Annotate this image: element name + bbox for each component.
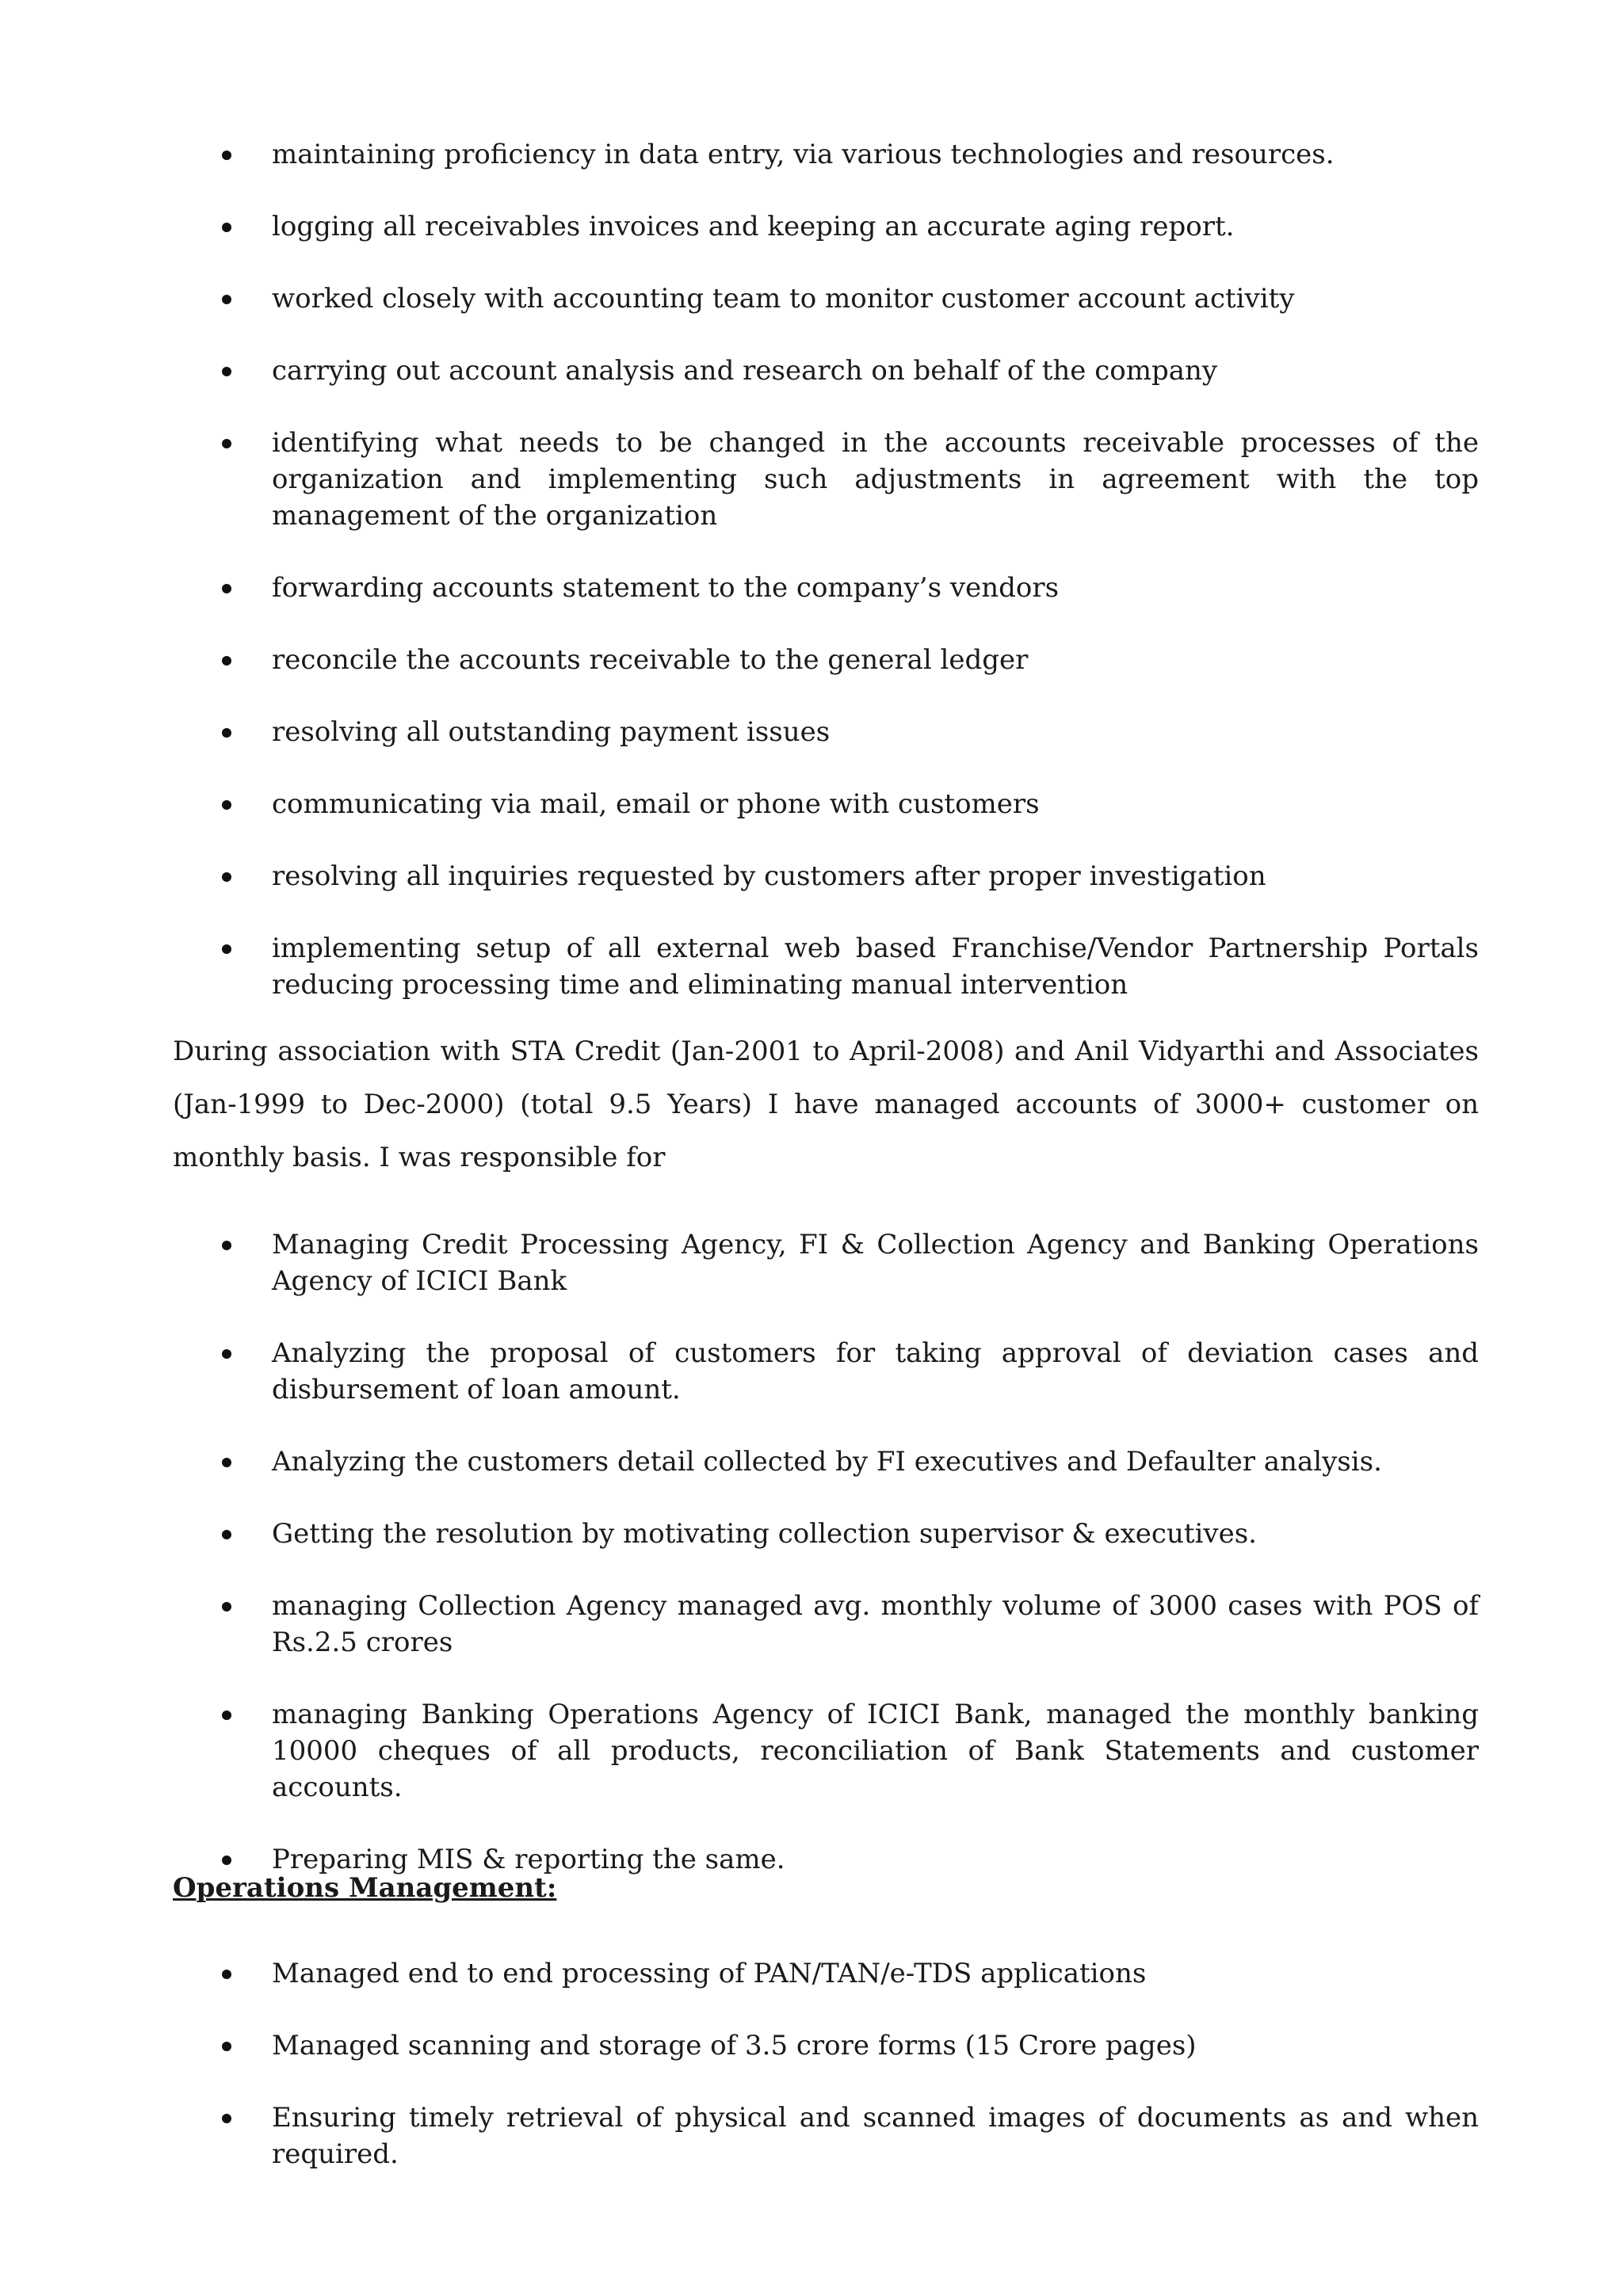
list-item (173, 930, 1479, 1003)
list-item-text: reconcile the accounts receivable to the general ledger (272, 644, 1029, 676)
list-item-text: implementing setup of all external web based Franchise/Vendor Partnership Portals reducing processing time and eliminating manual intervention (272, 933, 1479, 1001)
list-item (173, 1226, 1479, 1299)
list-item (173, 642, 1479, 678)
list-item-text: carrying out account analysis and research on behalf of the company (272, 355, 1218, 387)
list-item-text: worked closely with accounting team to monitor customer account activity (272, 283, 1295, 315)
list-item (173, 858, 1479, 894)
list-item (173, 1696, 1479, 1806)
list-item-text: logging all receivables invoices and keeping an accurate aging report. (272, 211, 1235, 242)
list-item-text: resolving all outstanding payment issues (272, 716, 831, 748)
list-item (173, 786, 1479, 822)
list-item-text: Ensuring timely retrieval of physical and scanned images of documents as and when required. (272, 2102, 1479, 2170)
responsibilities-list (173, 136, 1479, 1003)
list-item-text: maintaining proficiency in data entry, via various technologies and resources. (272, 139, 1335, 170)
bullet-icon (222, 584, 231, 593)
bullet-icon (222, 1602, 231, 1611)
bullet-icon (222, 367, 231, 376)
list-item (173, 2027, 1479, 2064)
list-item (173, 208, 1479, 245)
list-item-text: Managed end to end processing of PAN/TAN/e-TDS applications (272, 1958, 1147, 1989)
sta-credit-responsibilities-list (173, 1226, 1479, 1878)
bullet-icon (222, 728, 231, 738)
bullet-icon (222, 1855, 231, 1865)
bullet-icon (222, 2042, 231, 2051)
list-item (173, 280, 1479, 317)
bullet-icon (222, 1530, 231, 1539)
bullet-icon (222, 656, 231, 666)
section-heading: Operations Management: (173, 1872, 557, 1904)
list-item (173, 714, 1479, 750)
bullet-icon (222, 295, 231, 304)
list-item (173, 1516, 1479, 1552)
bullet-icon (222, 800, 231, 810)
list-item-text: identifying what needs to be changed in the accounts receivable processes of the organization and implementing such adjustments in agreement with the top management of the organization (272, 427, 1479, 532)
list-item-text: Analyzing the customers detail collected by FI executives and Defaulter analysis. (272, 1446, 1382, 1478)
bullet-icon (222, 944, 231, 954)
list-item (173, 2100, 1479, 2172)
list-item (173, 1444, 1479, 1480)
bullet-icon (222, 151, 231, 160)
association-paragraph: During association with STA Credit (Jan-2001 to April-2008) and Anil Vidyarthi and Associates (Jan-1999 to Dec-2000) (total 9.5 Years) I have managed accounts of 3000+ customer on monthly basis. I was responsible for (173, 1035, 1479, 1173)
list-item (173, 570, 1479, 606)
bullet-icon (222, 1711, 231, 1720)
list-item (173, 425, 1479, 534)
list-item-text: Getting the resolution by motivating collection supervisor & executives. (272, 1518, 1257, 1550)
list-item-text: Analyzing the proposal of customers for taking approval of deviation cases and disbursement of loan amount. (272, 1337, 1479, 1405)
list-item (173, 1588, 1479, 1661)
bullet-icon (222, 1458, 231, 1467)
list-item-text: managing Banking Operations Agency of ICICI Bank, managed the monthly banking 10000 cheques of all products, reconciliation of Bank Statements and customer accounts. (272, 1699, 1479, 1803)
bullet-icon (222, 2114, 231, 2123)
list-item-text: Preparing MIS & reporting the same. (272, 1844, 785, 1875)
list-item-text: managing Collection Agency managed avg. monthly volume of 3000 cases with POS of Rs.2.5 crores (272, 1590, 1479, 1658)
list-item-text: Managing Credit Processing Agency, FI & Collection Agency and Banking Operations Agency of ICICI Bank (272, 1229, 1479, 1297)
list-item-text: communicating via mail, email or phone with customers (272, 788, 1040, 820)
list-item (173, 1955, 1479, 1992)
operations-management-list (173, 1955, 1479, 2172)
bullet-icon (222, 872, 231, 882)
bullet-icon (222, 1241, 231, 1250)
bullet-icon (222, 223, 231, 232)
list-item (173, 353, 1479, 389)
list-item-text: forwarding accounts statement to the company’s vendors (272, 572, 1060, 604)
bullet-icon (222, 1349, 231, 1359)
bullet-icon (222, 1970, 231, 1979)
list-item (173, 1335, 1479, 1408)
list-item-text: Managed scanning and storage of 3.5 crore forms (15 Crore pages) (272, 2030, 1197, 2061)
list-item-text: resolving all inquiries requested by customers after proper investigation (272, 860, 1266, 892)
bullet-icon (222, 439, 231, 448)
list-item (173, 136, 1479, 173)
